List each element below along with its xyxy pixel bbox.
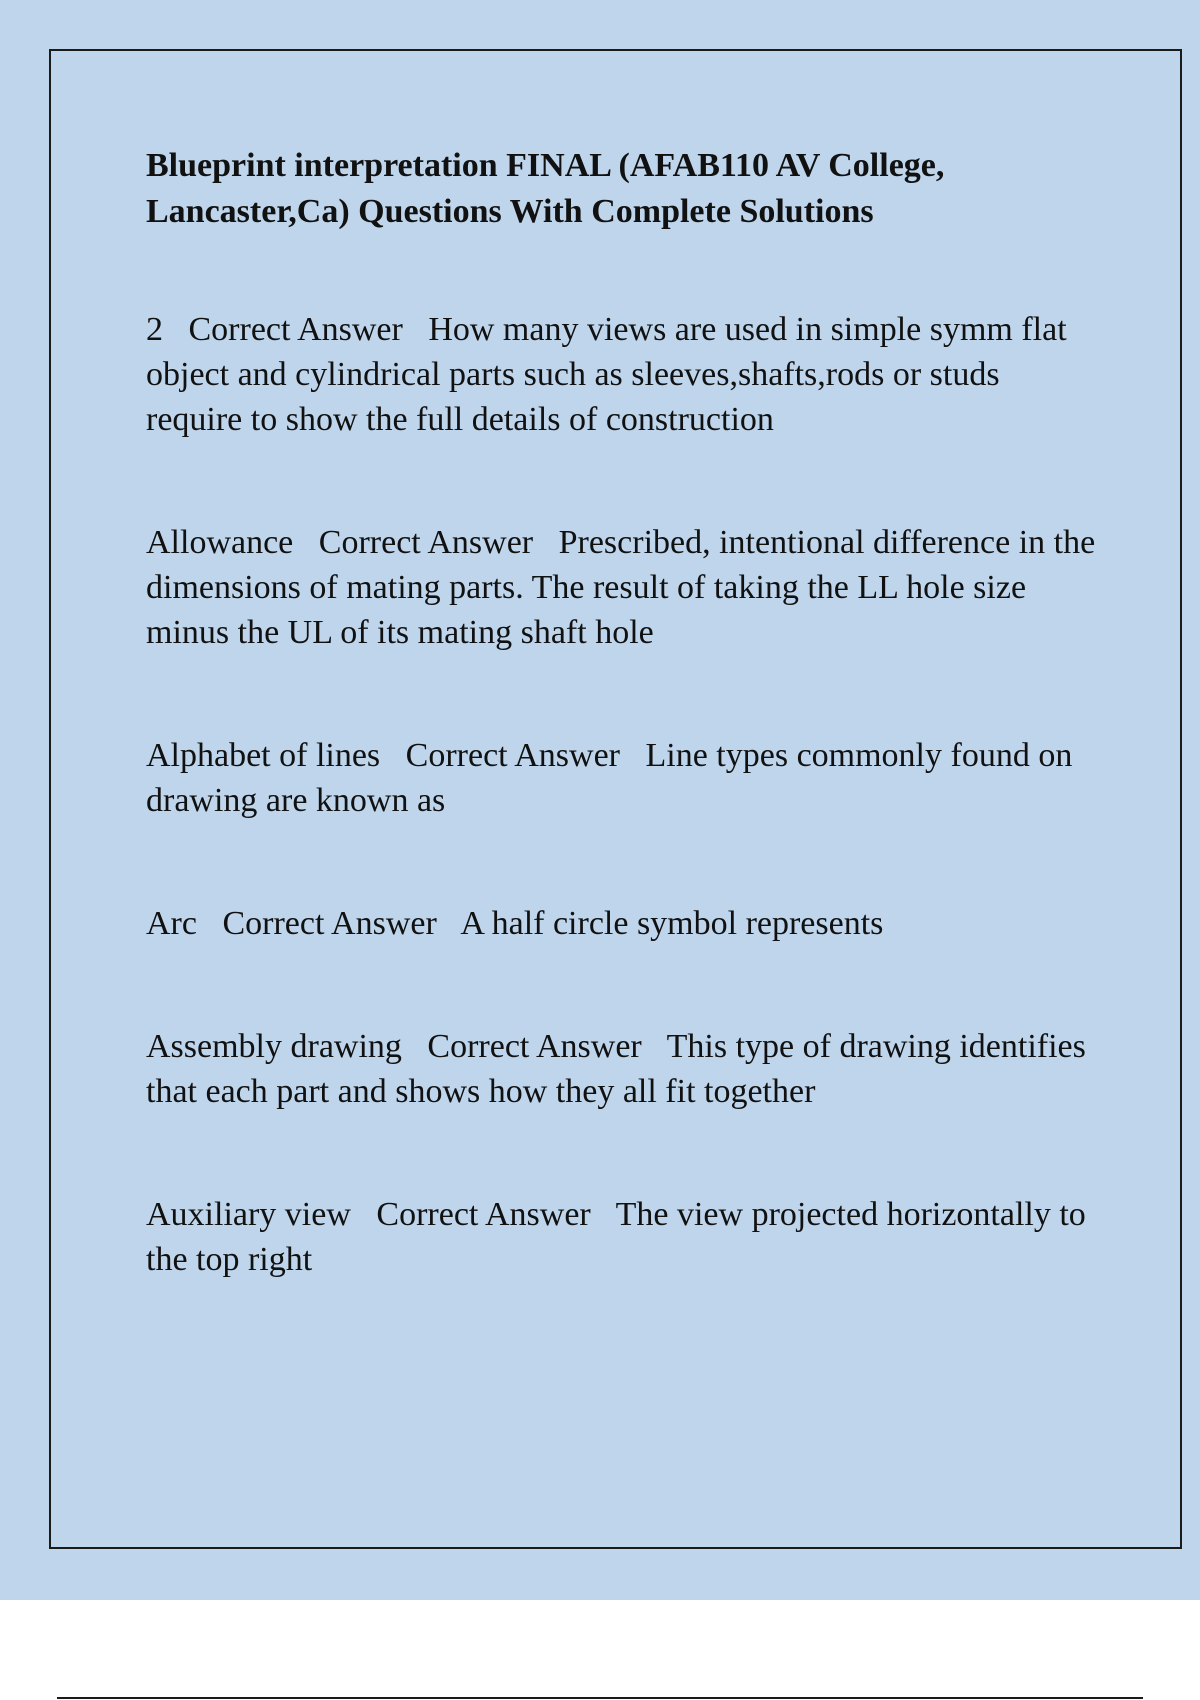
qa-term: Alphabet of lines <box>146 737 381 774</box>
footer-divider <box>57 1697 1143 1699</box>
qa-term: Assembly drawing <box>146 1028 402 1065</box>
qa-item <box>146 307 1096 442</box>
qa-item <box>146 1024 1096 1114</box>
qa-separator: Correct Answer <box>376 1196 591 1233</box>
qa-separator: Correct Answer <box>222 905 437 942</box>
qa-list <box>146 307 1104 1282</box>
qa-term: Auxiliary view <box>146 1196 351 1233</box>
qa-definition: A half circle symbol represents <box>460 905 884 942</box>
qa-term: 2 <box>146 311 163 348</box>
qa-separator: Correct Answer <box>188 311 403 348</box>
qa-term: Arc <box>146 905 197 942</box>
qa-item <box>146 901 1096 946</box>
document-content <box>146 143 1104 1360</box>
qa-definition: This type of drawing identifies that each part and shows how they all fit together <box>146 1028 1095 1110</box>
qa-item <box>146 1192 1096 1282</box>
qa-separator: Correct Answer <box>405 737 620 774</box>
document-title: Blueprint interpretation FINAL (AFAB110 AV College, Lancaster,Ca) Questions With Complete Solutions <box>146 147 945 230</box>
qa-definition: Line types commonly found on drawing are known as <box>146 737 1081 819</box>
qa-item <box>146 733 1096 823</box>
qa-definition: How many views are used in simple symm flat object and cylindrical parts such as sleeves,shafts,rods or studs require to show the full details of construction <box>146 311 1076 438</box>
qa-definition: The view projected horizontally to the top right <box>146 1196 1095 1278</box>
qa-definition: Prescribed, intentional difference in the dimensions of mating parts. The result of taking the LL hole size minus the UL of its mating shaft hole <box>146 524 1104 651</box>
qa-term: Allowance <box>146 524 294 561</box>
qa-separator: Correct Answer <box>427 1028 642 1065</box>
qa-item <box>146 520 1104 655</box>
qa-separator: Correct Answer <box>318 524 534 561</box>
